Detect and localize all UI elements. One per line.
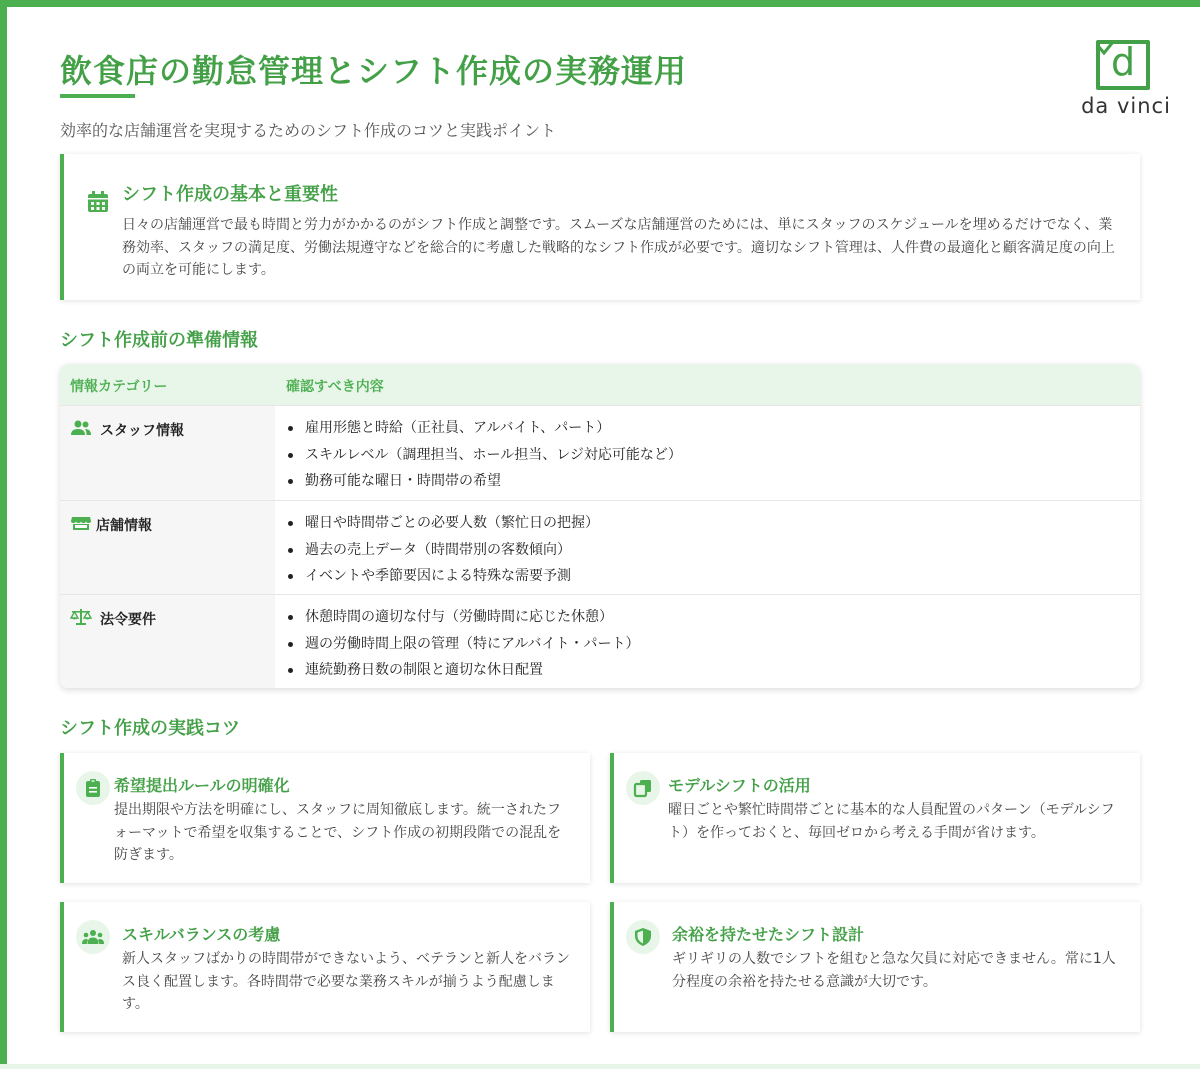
content-list	[288, 513, 599, 593]
category-cell	[60, 406, 275, 500]
tips-heading: シフト作成の実践コツ	[60, 718, 240, 739]
category-label: 店舗情報	[96, 518, 152, 534]
shield-icon	[633, 927, 653, 947]
column-header-content: 確認すべき内容	[286, 379, 384, 395]
team-icon	[82, 927, 104, 947]
card-text: ギリギリの人数でシフトを組むと急な欠員に対応できません。常に1人分程度の余裕を持たせる意識が大切です。	[672, 951, 1116, 990]
table-row	[60, 500, 1140, 594]
card-title: モデルシフトの活用	[668, 776, 811, 795]
card-icon-badge	[76, 920, 110, 954]
page-title: 飲食店の勤怠管理とシフト作成の実務運用	[60, 52, 688, 90]
table-row	[60, 594, 1140, 688]
card-title: 余裕を持たせたシフト設計	[672, 925, 865, 944]
clipboard-icon	[83, 778, 103, 798]
card-text: 提出期限や方法を明確にし、スタッフに周知徹底します。統一されたフォーマットで希望を収集することで、シフト作成の初期段階での混乱を防ぎます。	[114, 802, 562, 863]
tip-card	[60, 753, 590, 883]
card-icon-badge	[626, 771, 660, 805]
calendar-icon	[84, 182, 116, 222]
title-underline	[60, 94, 135, 98]
content-list	[288, 607, 639, 687]
table-header	[60, 364, 1140, 405]
left-border	[0, 0, 7, 1069]
list-item: 曜日や時間帯ごとの必要人数（繁忙日の把握）	[288, 513, 599, 540]
list-item: 雇用形態と時給（正社員、アルバイト、パート）	[288, 418, 682, 445]
basics-title: シフト作成の基本と重要性	[122, 184, 338, 205]
davinci-logo	[1080, 38, 1172, 122]
card-title: 希望提出ルールの明確化	[114, 776, 290, 795]
list-item: 勤務可能な曜日・時間帯の希望	[288, 471, 682, 498]
category-label: 法令要件	[100, 612, 156, 628]
card-icon-badge	[76, 771, 110, 805]
prep-heading: シフト作成前の準備情報	[60, 330, 258, 351]
card-text: 新人スタッフばかりの時間帯ができないよう、ベテランと新人をバランス良く配置します。各時間帯で必要な業務スキルが揃うよう配慮します。	[122, 951, 570, 1012]
list-item: 連続勤務日数の制限と適切な休日配置	[288, 660, 639, 687]
page-subtitle: 効率的な店舗運営を実現するためのシフト作成のコツと実践ポイント	[60, 121, 557, 140]
logo-mark: d	[1096, 40, 1150, 90]
top-border	[0, 0, 1200, 7]
tip-card	[610, 753, 1140, 883]
card-text: 曜日ごとや繁忙時間帯ごとに基本的な人員配置のパターン（モデルシフト）を作っておくと、毎回ゼロから考える手間が省けます。	[668, 802, 1115, 841]
tip-card	[60, 902, 590, 1032]
copy-icon	[633, 778, 653, 798]
column-header-category: 情報カテゴリー	[70, 379, 168, 395]
category-cell	[60, 501, 275, 594]
list-item: イベントや季節要因による特殊な需要予測	[288, 566, 599, 593]
table-row	[60, 405, 1140, 500]
store-icon	[70, 514, 92, 532]
card-title: スキルバランスの考慮	[122, 925, 281, 944]
basics-card	[60, 154, 1140, 300]
category-label: スタッフ情報	[100, 423, 184, 439]
bottom-border	[0, 1064, 1200, 1069]
content-list	[288, 418, 682, 498]
list-item: 過去の売上データ（時間帯別の客数傾向）	[288, 540, 599, 567]
logo-text: da vinci	[1081, 94, 1171, 118]
list-item: 週の労働時間上限の管理（特にアルバイト・パート）	[288, 634, 639, 661]
basics-text: 日々の店舗運営で最も時間と労力がかかるのがシフト作成と調整です。スムーズな店舗運営のためには、単にスタッフのスケジュールを埋めるだけでなく、業務効率、スタッフの満足度、労働法規遵守などを総合的に考慮した戦略的なシフト作成が必要です。適切なシフト管理は、人件費の最適化と顧客満足度の向上の両立を可能にします。	[122, 217, 1115, 278]
scale-icon	[70, 608, 92, 626]
card-icon-badge	[626, 920, 660, 954]
users-icon	[70, 419, 92, 437]
category-cell	[60, 595, 275, 688]
tip-card	[610, 902, 1140, 1032]
list-item: 休憩時間の適切な付与（労働時間に応じた休憩）	[288, 607, 639, 634]
prep-table	[60, 364, 1140, 688]
list-item: スキルレベル（調理担当、ホール担当、レジ対応可能など）	[288, 445, 682, 472]
